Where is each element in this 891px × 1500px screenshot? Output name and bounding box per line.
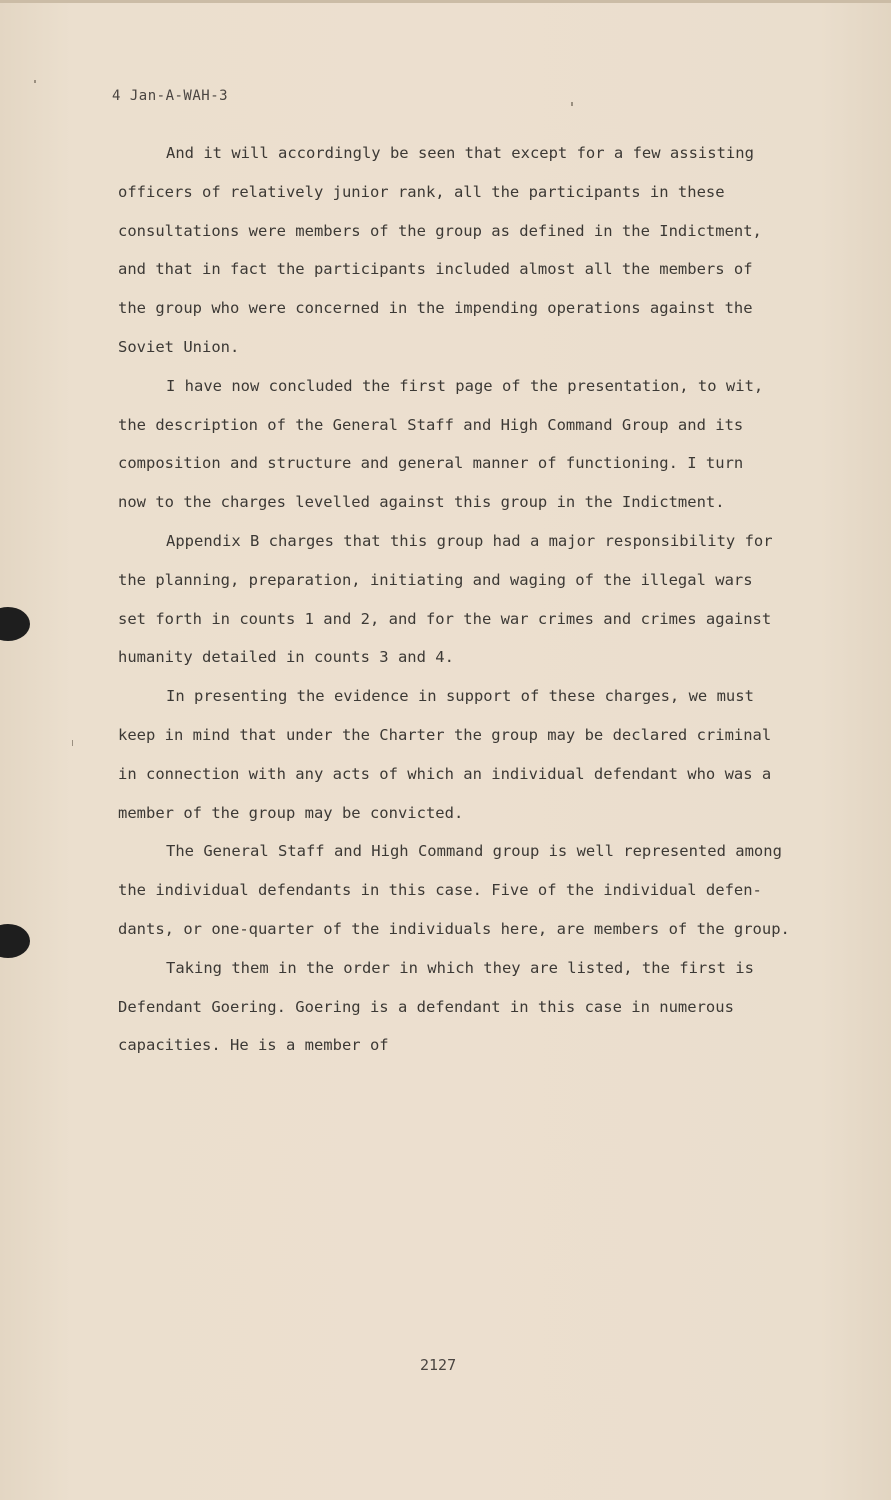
text-line: Defendant Goering. Goering is a defendant in this case in numerous: [118, 997, 734, 1016]
text-line: the individual defendants in this case. Five of the individual defen-: [118, 881, 762, 900]
paper-speck: [571, 102, 573, 106]
binder-hole-upper: [0, 607, 30, 641]
document-body: [118, 134, 818, 1065]
text-line: set forth in counts 1 and 2, and for the war crimes and crimes against: [118, 609, 772, 628]
page-number: 2127: [420, 1356, 457, 1374]
text-line: the group who were concerned in the impending operations against the: [118, 299, 753, 318]
paragraph-1: [118, 134, 818, 367]
paper-speck: [34, 80, 36, 83]
text-line: humanity detailed in counts 3 and 4.: [118, 648, 454, 667]
text-line: In presenting the evidence in support of these charges, we must: [166, 687, 754, 706]
text-line: Taking them in the order in which they are listed, the first is: [166, 958, 754, 977]
text-line: in connection with any acts of which an individual defendant who was a: [118, 764, 772, 783]
document-header: 4 Jan-A-WAH-3: [112, 88, 229, 104]
page-top-edge: [0, 0, 891, 3]
text-line: member of the group may be convicted.: [118, 803, 464, 822]
text-line: keep in mind that under the Charter the group may be declared criminal: [118, 725, 772, 744]
text-line: And it will accordingly be seen that except for a few assisting: [166, 144, 754, 162]
text-line: dants, or one-quarter of the individuals here, are members of the group.: [118, 919, 790, 938]
text-line: The General Staff and High Command group is well represented among: [166, 842, 782, 861]
text-line: Soviet Union.: [118, 337, 240, 356]
text-line: Appendix B charges that this group had a major responsibility for: [166, 531, 773, 550]
binder-hole-lower: [0, 924, 30, 958]
text-line: the planning, preparation, initiating and waging of the illegal wars: [118, 570, 753, 589]
paragraph-5: [118, 832, 818, 948]
paragraph-2: [118, 367, 818, 522]
paragraph-3: [118, 522, 818, 677]
text-line: capacities. He is a member of: [118, 1036, 389, 1055]
text-line: officers of relatively junior rank, all the participants in these: [118, 182, 725, 201]
text-line: consultations were members of the group as defined in the Indictment,: [118, 221, 762, 240]
text-line: the description of the General Staff and High Command Group and its: [118, 415, 744, 434]
paragraph-6: [118, 949, 818, 1065]
text-line: composition and structure and general manner of functioning. I turn: [118, 454, 744, 473]
paragraph-4: [118, 677, 818, 832]
paper-speck: [72, 740, 73, 746]
text-line: and that in fact the participants included almost all the members of: [118, 260, 753, 279]
text-line: now to the charges levelled against this group in the Indictment.: [118, 493, 725, 512]
text-line: I have now concluded the first page of the presentation, to wit,: [166, 376, 764, 395]
